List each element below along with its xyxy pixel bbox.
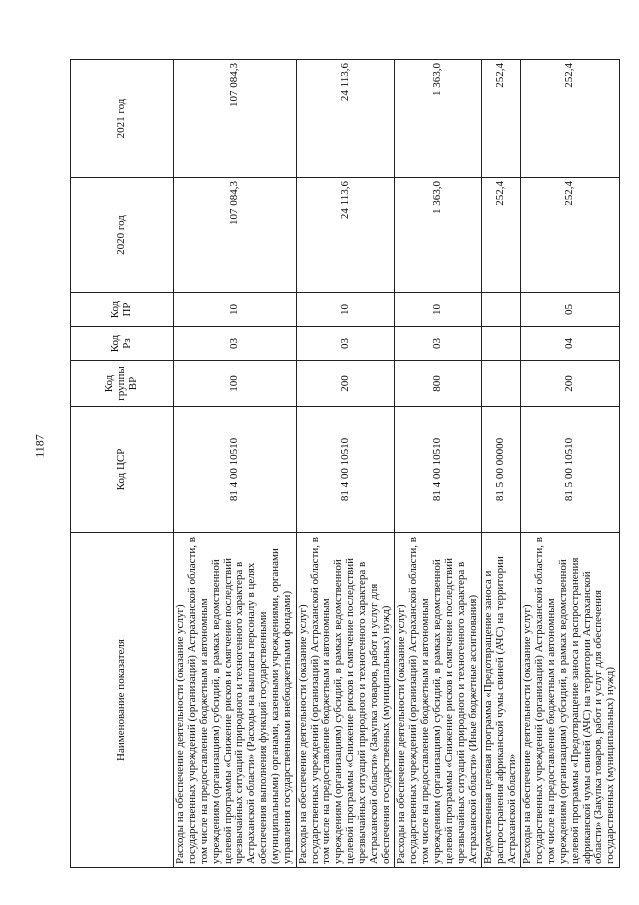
row-csr: 81 4 00 10510: [174, 407, 297, 533]
row-csr: 81 4 00 10510: [395, 407, 482, 533]
table-row: [174, 60, 297, 868]
row-2021: 252,4: [521, 60, 620, 178]
header-2020: 2020 год: [71, 178, 174, 293]
row-pr: 10: [174, 293, 297, 327]
row-2020: 24 113,6: [296, 178, 395, 293]
row-2020: 107 084,3: [174, 178, 297, 293]
row-2021: 107 084,3: [174, 60, 297, 178]
row-csr: 81 4 00 10510: [296, 407, 395, 533]
row-pr: 05: [521, 293, 620, 327]
header-vr: Код группы ВР: [71, 361, 174, 407]
header-rz: Код Рз: [71, 327, 174, 361]
header-csr: Код ЦСР: [71, 407, 174, 533]
row-csr: 81 5 00 10510: [521, 407, 620, 533]
rotated-table-container: [70, 60, 620, 868]
table-row: [521, 60, 620, 868]
row-name: Расходы на обеспечение деятельности (оказание услуг) государственных учреждений (организаций) Астраханской области, в том числе на предоставление бюджетным и автономным учреждениям (организациям) субсидий, в рамках ведомственной целевой программы «Снижение рисков и смягчение последствий чрезвычайных ситуаций природного и техногенного характера в Астраханской области» (Закупка товаров, работ и услуг для обеспечения государственных (муниципальных) нужд): [296, 533, 395, 868]
row-vr: 100: [174, 361, 297, 407]
row-pr: [482, 293, 521, 327]
row-vr: 200: [296, 361, 395, 407]
row-2020: 252,4: [482, 178, 521, 293]
header-pr: Код ПР: [71, 293, 174, 327]
row-rz: 04: [521, 327, 620, 361]
row-2021: 24 113,6: [296, 60, 395, 178]
row-2020: 1 363,0: [395, 178, 482, 293]
row-name: Ведомственная целевая программа «Предотвращение заноса и распространения африканской чумы свиней (АЧС) на территории Астраханской области»: [482, 533, 521, 868]
table-row: [482, 60, 521, 868]
row-name: Расходы на обеспечение деятельности (оказание услуг) государственных учреждений (организаций) Астраханской области, в том числе на предоставление бюджетным и автономным учреждениям (организациям) субсидий, в рамках ведомственной целевой программы «Предотвращение заноса и распространения африканской чумы свиней (АЧС) на территории Астраханской области» (Закупка товаров, работ и услуг для обеспечения государственных (муниципальных) нужд): [521, 533, 620, 868]
row-2020: 252,4: [521, 178, 620, 293]
row-rz: [482, 327, 521, 361]
row-vr: [482, 361, 521, 407]
row-rz: 03: [174, 327, 297, 361]
row-pr: 10: [395, 293, 482, 327]
header-name: Наименование показателя: [71, 533, 174, 868]
header-2021: 2021 год: [71, 60, 174, 178]
row-name: Расходы на обеспечение деятельности (оказание услуг) государственных учреждений (организаций) Астраханской области, в том числе на предоставление бюджетным и автономным учреждениям (организациям) субсидий, в рамках ведомственной целевой программы «Снижение рисков и смягчение последствий чрезвычайных ситуаций природного и техногенного характера в Астраханской области» (Расходы на выплаты персоналу в целях обеспечения выполнения функций государственными (муниципальными) органами, казенными учреждениями, органами управления государственными внебюджетными фондами): [174, 533, 297, 868]
row-rz: 03: [296, 327, 395, 361]
row-2021: 1 363,0: [395, 60, 482, 178]
row-csr: 81 5 00 00000: [482, 407, 521, 533]
row-rz: 03: [395, 327, 482, 361]
page-number: 1187: [32, 434, 47, 458]
row-pr: 10: [296, 293, 395, 327]
table-row: [395, 60, 482, 868]
row-vr: 800: [395, 361, 482, 407]
table-row: [296, 60, 395, 868]
table-header-row: [71, 60, 174, 868]
row-vr: 200: [521, 361, 620, 407]
budget-table: [70, 59, 620, 868]
row-2021: 252,4: [482, 60, 521, 178]
row-name: Расходы на обеспечение деятельности (оказание услуг) государственных учреждений (организаций) Астраханской области, в том числе на предоставление бюджетным и автономным учреждениям (организациям) субсидий, в рамках ведомственной целевой программы «Снижение рисков и смягчение последствий чрезвычайных ситуаций природного и техногенного характера в Астраханской области» (Иные бюджетные ассигнования): [395, 533, 482, 868]
